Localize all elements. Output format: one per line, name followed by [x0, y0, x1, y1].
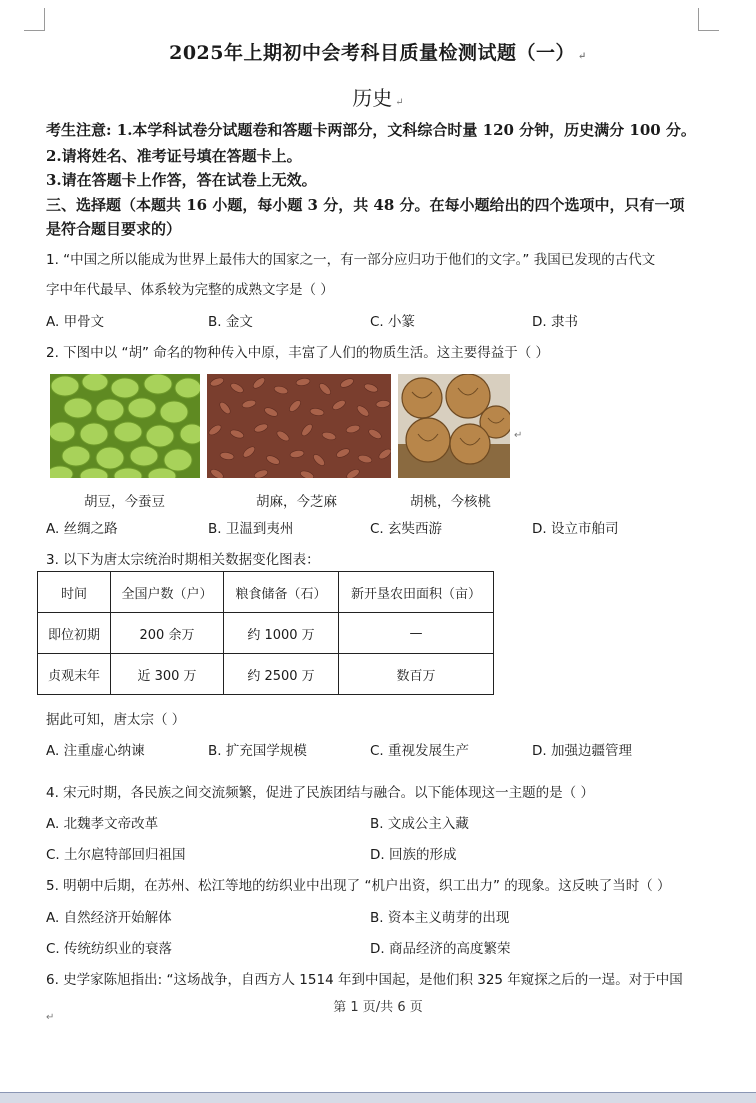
flax-seeds-image [207, 374, 391, 478]
exam-title: 2025年上期初中会考科目质量检测试题（一） ↵ [169, 42, 587, 64]
subject-title: 历史 ↵ [352, 86, 404, 110]
table-header-cell: 时间 [38, 572, 111, 613]
table-cell: — [339, 613, 494, 654]
broad-beans-image [50, 374, 200, 478]
q2-option-d: D. 设立市舶司 [532, 521, 619, 537]
table-row [38, 654, 494, 695]
table-cell: 即位初期 [38, 613, 111, 654]
table-cell: 约 1000 万 [224, 613, 339, 654]
q4-option-b: B. 文成公主入藏 [370, 816, 469, 832]
notice-line-2: 2.请将姓名、准考证号填在答题卡上。 [46, 147, 302, 165]
q1-option-b: B. 金文 [208, 314, 253, 330]
q2-option-b: B. 卫温到夷州 [208, 521, 294, 537]
q5-option-c: C. 传统纺织业的衰落 [46, 941, 173, 957]
corner-mark-right [698, 8, 719, 31]
q2-option-a: A. 丝绸之路 [46, 521, 118, 537]
q5-option-d: D. 商品经济的高度繁荣 [370, 941, 511, 957]
table-cell: 约 2500 万 [224, 654, 339, 695]
page-number: 第 1 页/共 6 页 [333, 1000, 423, 1015]
question-3-prompt: 据此可知，唐太宗（ ） [46, 712, 186, 728]
walnuts-image [398, 374, 510, 478]
table-header-row [38, 572, 494, 613]
table-header-cell: 全国户数（户） [111, 572, 224, 613]
tang-data-table [37, 571, 494, 695]
question-1-stem-cont: 字中年代最早、体系较为完整的成熟文字是（ ） [46, 282, 334, 298]
table-header-cell: 新开垦农田面积（亩） [339, 572, 494, 613]
notice-line-3: 3.请在答题卡上作答，答在试卷上无效。 [46, 171, 317, 189]
section-heading: 三、选择题（本题共 16 小题，每小题 3 分，共 48 分。在每小题给出的四个选项中，只有一项 [46, 196, 685, 214]
caption-sesame: 胡麻，今芝麻 [256, 494, 337, 510]
q5-option-b: B. 资本主义萌芽的出现 [370, 910, 510, 926]
q1-option-a: A. 甲骨文 [46, 314, 105, 330]
caption-broad-beans: 胡豆，今蚕豆 [84, 494, 165, 510]
question-2-stem: 2. 下图中以 “胡” 命名的物种传入中原，丰富了人们的物质生活。这主要得益于（ ） [46, 345, 550, 361]
q4-option-c: C. 土尔扈特部回归祖国 [46, 847, 186, 863]
q1-option-d: D. 隶书 [532, 314, 578, 330]
question-1-stem: 1. “中国之所以能成为世界上最伟大的国家之一，有一部分应归功于他们的文字。” 我国已发现的古代文 [46, 252, 656, 268]
question-4-stem: 4. 宋元时期，各民族之间交流频繁，促进了民族团结与融合。以下能体现这一主题的是（ ） [46, 785, 594, 801]
table-cell: 近 300 万 [111, 654, 224, 695]
paragraph-mark: ↵ [46, 1012, 55, 1023]
image-paragraph-mark: ↵ [514, 430, 523, 441]
table-row [38, 613, 494, 654]
question-3-stem: 3. 以下为唐太宗统治时期相关数据变化图表： [46, 552, 320, 568]
q3-option-d: D. 加强边疆管理 [532, 743, 632, 759]
q3-option-a: A. 注重虚心纳谏 [46, 743, 145, 759]
notice-line-1: 考生注意: 1.本学科试卷分试题卷和答题卡两部分，文科综合时量 120 分钟，历史满分 100 分。 [46, 121, 696, 139]
q5-option-a: A. 自然经济开始解体 [46, 910, 172, 926]
question-6-stem: 6. 史学家陈旭指出: “这场战争，自西方人 1514 年到中国起，是他们积 325 年窥探之后的一逞。对于中国 [46, 972, 683, 988]
question-5-stem: 5. 明朝中后期，在苏州、松江等地的纺织业中出现了 “机户出资，织工出力” 的现象。这反映了当时（ ） [46, 878, 671, 894]
table-header-cell: 粮食储备（石） [224, 572, 339, 613]
q2-option-c: C. 玄奘西游 [370, 521, 443, 537]
q3-option-b: B. 扩充国学规模 [208, 743, 307, 759]
table-cell: 贞观末年 [38, 654, 111, 695]
table-cell: 数百万 [339, 654, 494, 695]
q3-option-c: C. 重视发展生产 [370, 743, 470, 759]
q4-option-d: D. 回族的形成 [370, 847, 457, 863]
caption-walnut: 胡桃，今核桃 [410, 494, 491, 510]
table-cell: 200 余万 [111, 613, 224, 654]
corner-mark-left [24, 8, 45, 31]
section-heading-cont: 是符合题目要求的） [46, 220, 182, 238]
status-bar [0, 1092, 756, 1103]
q1-option-c: C. 小篆 [370, 314, 416, 330]
q4-option-a: A. 北魏孝文帝改革 [46, 816, 159, 832]
